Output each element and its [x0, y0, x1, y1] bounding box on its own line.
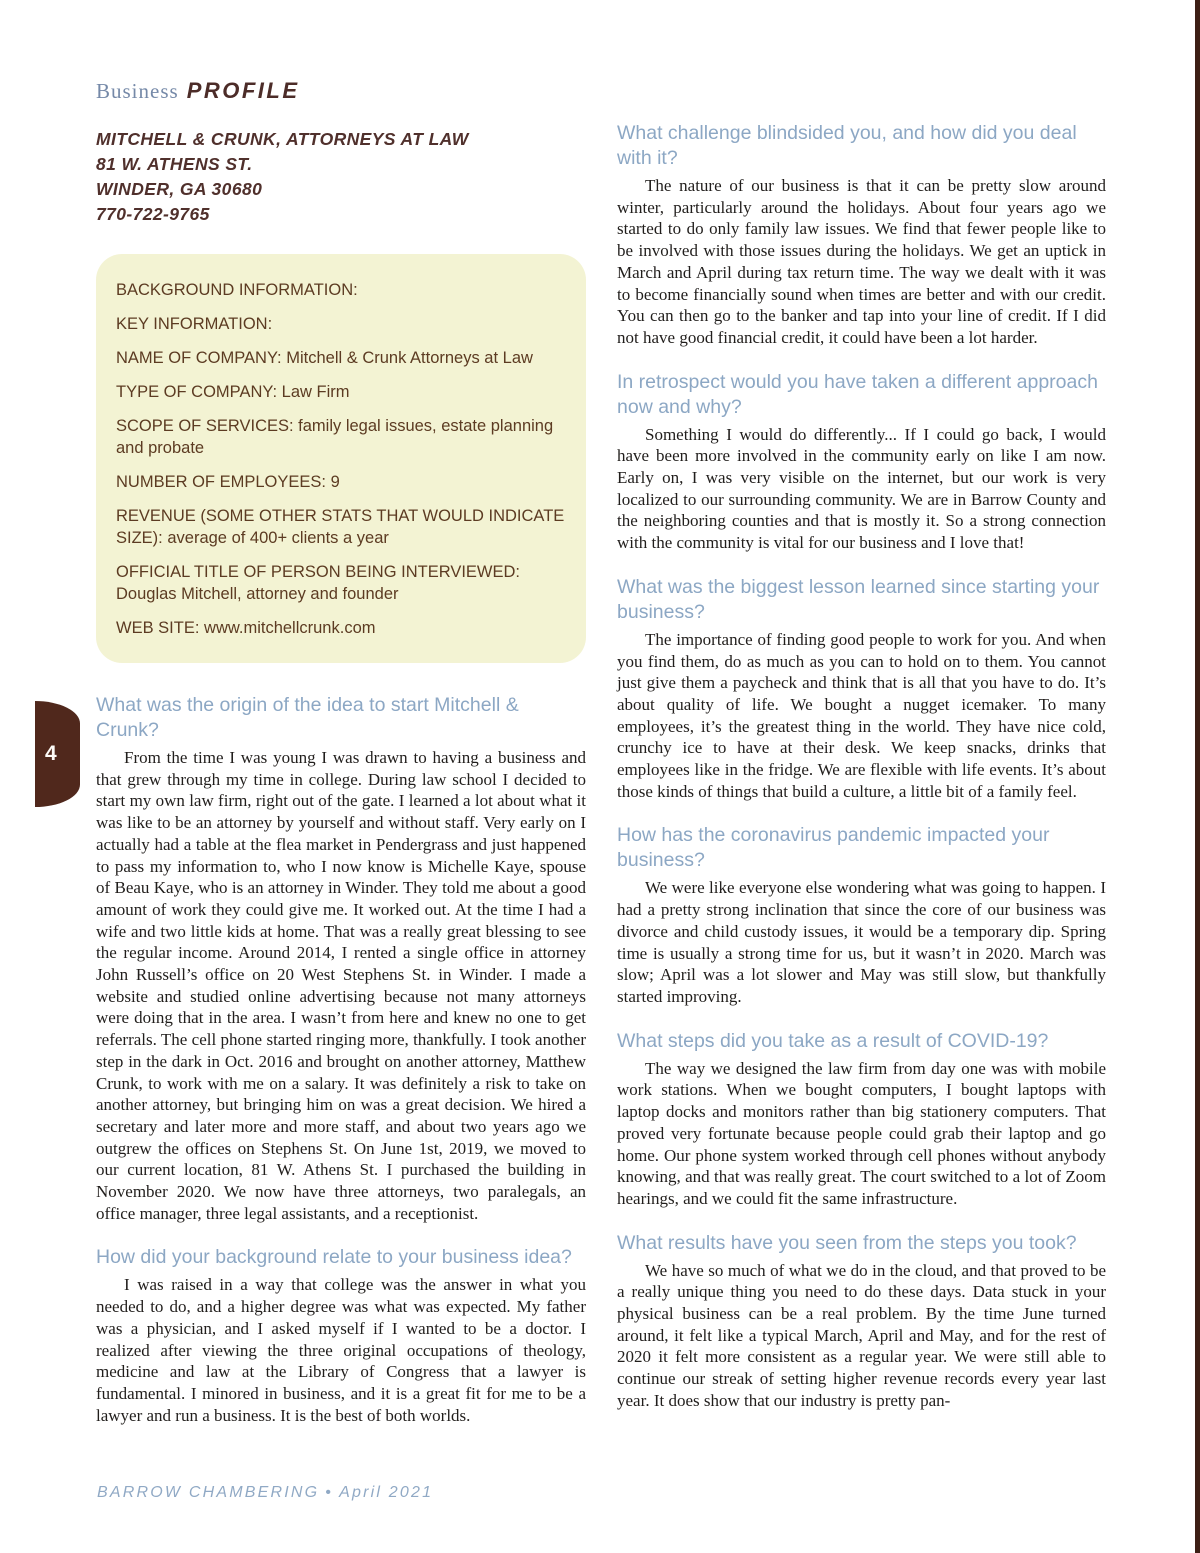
- qa-section: [617, 823, 1106, 1007]
- info-entry: TYPE OF COMPANY: Law Firm: [116, 383, 350, 401]
- page-number: 4: [45, 742, 57, 765]
- qa-section: [617, 370, 1106, 554]
- page-number-tab: [35, 701, 80, 807]
- address-street: 81 W. ATHENS ST.: [96, 154, 253, 174]
- question-heading: What was the biggest lesson learned since starting your business?: [617, 575, 1100, 623]
- info-entry: SCOPE OF SERVICES: family legal issues, estate planning and probate: [116, 417, 554, 457]
- footer-issue-date: April 2021: [339, 1484, 434, 1501]
- footer-separator: •: [325, 1484, 334, 1501]
- question-heading: What results have you seen from the steps you took?: [617, 1231, 1077, 1254]
- answer-paragraph: We have so much of what we do in the cloud, and that proved to be a really unique thing you need to do these days. Data stuck in your physical business can be a real problem. By the time June turned around, it felt like a typical March, April and May, and for the rest of 2020 it felt more consistent as a regular year. We were still able to continue our streak of setting higher revenue records every year last year. It does show that our industry is pretty pan-: [617, 1260, 1106, 1410]
- left-qa-sections: [96, 693, 586, 1426]
- page-footer: [97, 1484, 433, 1502]
- business-address: [96, 127, 586, 227]
- answer-paragraph: The nature of our business is that it can be pretty slow around winter, particularly around the holidays. About four years ago we started to do only family law issues. We find that fewer people like to be involved with those issues during the holidays. We get an uptick in March and April during tax return time. The way we dealt with it was to become financially sound when times are better and with our credit. You can then go to the banker and tap into your line of credit. If I did not have good financial credit, it could have been a lot harder.: [617, 176, 1106, 347]
- right-column: [617, 121, 1106, 1412]
- info-entry: KEY INFORMATION:: [116, 315, 273, 333]
- qa-section: [617, 1231, 1106, 1412]
- page-right-border: [1195, 0, 1200, 1553]
- eyebrow-profile: PROFILE: [186, 78, 300, 103]
- info-entry: REVENUE (SOME OTHER STATS THAT WOULD INDICATE SIZE): average of 400+ clients a year: [116, 507, 565, 547]
- answer-paragraph: We were like everyone else wondering what was going to happen. I had a pretty strong inclination that since the core of our business was divorce and child custody issues, it would be a temporary dip. Spring time is usually a strong time for us, but it wasn’t in 2020. March was slow; April was a lot slower and May was still slow, but thankfully started improving.: [617, 878, 1106, 1006]
- qa-section: [617, 1029, 1106, 1210]
- info-entry: OFFICIAL TITLE OF PERSON BEING INTERVIEWED: Douglas Mitchell, attorney and founder: [116, 563, 521, 603]
- info-entry: NAME OF COMPANY: Mitchell & Crunk Attorneys at Law: [116, 349, 533, 367]
- key-information-box: [96, 254, 586, 663]
- answer-paragraph: The way we designed the law firm from day one was with mobile work stations. When we bought computers, I bought laptops with laptop docks and monitors rather than big stationery computers. That proved very fortunate because people could grab their laptop and go home. Our phone system worked through cell phones without anybody knowing, and that was really great. The court switched to a lot of Zoom hearings, and we could fit the same infrastructure.: [617, 1058, 1106, 1208]
- answer-paragraph: I was raised in a way that college was the answer in what you needed to do, and a higher degree was what was expected. My father was a physician, and I asked myself if I wanted to be a doctor. I realized after viewing the three original occupations of theology, medicine and law at the Library of Congress that a lawyer is fundamental. I minored in business, and it is a great fit for me to be a lawyer and run a business. It is the best of both worlds.: [96, 1275, 586, 1425]
- qa-section: [617, 121, 1106, 349]
- left-column: [96, 78, 586, 1426]
- qa-section: [617, 575, 1106, 803]
- question-heading: What challenge blindsided you, and how did you deal with it?: [617, 122, 1077, 169]
- qa-section: [96, 1245, 586, 1426]
- question-heading: How has the coronavirus pandemic impacted your business?: [617, 824, 1050, 872]
- eyebrow-business: Business: [96, 79, 179, 103]
- section-eyebrow: [96, 78, 586, 104]
- info-entry: BACKGROUND INFORMATION:: [116, 281, 358, 299]
- footer-magazine-title: BARROW CHAMBERING: [97, 1484, 320, 1501]
- qa-section: [96, 693, 586, 1224]
- question-heading: How did your background relate to your business idea?: [96, 1246, 572, 1269]
- question-heading: In retrospect would you have taken a different approach now and why?: [617, 370, 1098, 418]
- answer-paragraph: The importance of finding good people to work for you. And when you find them, do as much as you can to hold on to them. You cannot just give them a paycheck and think that is all that you have to do. It’s about quality of life. We bought a nugget icemaker. To many employees, it’s the greatest thing in the world. They have nice cold, crunchy ice to have at their desk. We keep snacks, drinks that employees like in the fridge. We are flexible with life events. It’s about those kinds of things that build a culture, a little bit of a family feel.: [617, 629, 1106, 801]
- address-city: WINDER, GA 30680: [96, 179, 263, 199]
- info-entry: WEB SITE: www.mitchellcrunk.com: [116, 619, 376, 637]
- address-company: MITCHELL & CRUNK, ATTORNEYS AT LAW: [96, 129, 469, 149]
- address-phone: 770-722-9765: [96, 204, 210, 224]
- question-heading: What steps did you take as a result of COVID-19?: [617, 1029, 1049, 1052]
- answer-paragraph: From the time I was young I was drawn to having a business and that grew through my time in college. During law school I decided to start my own law firm, right out of the gate. I learned a lot about what it was like to be an attorney by yourself and without staff. Very early on I actually had a table at the flea market in Pendergrass and just happened to pass my information to, who I now know is Michelle Kaye, spouse of Beau Kaye, who is an attorney in Winder. They told me about a good amount of work they could give me. It worked out. At the time I had a wife and two little kids at home. That was a really great blessing to see the regular income. Around 2014, I rented a single office in attorney John Russell’s office on 20 West Stephens St. in Winder. I made a website and studied online advertising because not many attorneys were doing that in the area. I wasn’t from here and knew no one to get referrals. The cell phone started ringing more, thankfully. I took another step in the dark in Oct. 2016 and brought on another attorney, Matthew Crunk, to work with me on a salary. It was definitely a risk to take on another attorney, but bringing him on was a great decision. We hired a secretary and later more and more staff, and about two years ago we outgrew the offices on Stephens St. On June 1st, 2019, we moved to our current location, 81 W. Athens St. I purchased the building in November 2020. We now have three attorneys, two paralegals, an office manager, three legal assistants, and a receptionist.: [96, 748, 586, 1223]
- answer-paragraph: Something I would do differently... If I could go back, I would have been more involved in the community early on like I am now. Early on, I was very visible on the internet, but our work is very localized to our surrounding community. We are in Barrow County and the neighboring counties and that is mostly it. So a strong connection with the community is vital for our business and I love that!: [617, 424, 1106, 553]
- info-entry: NUMBER OF EMPLOYEES: 9: [116, 473, 340, 491]
- question-heading: What was the origin of the idea to start Mitchell & Crunk?: [96, 694, 519, 741]
